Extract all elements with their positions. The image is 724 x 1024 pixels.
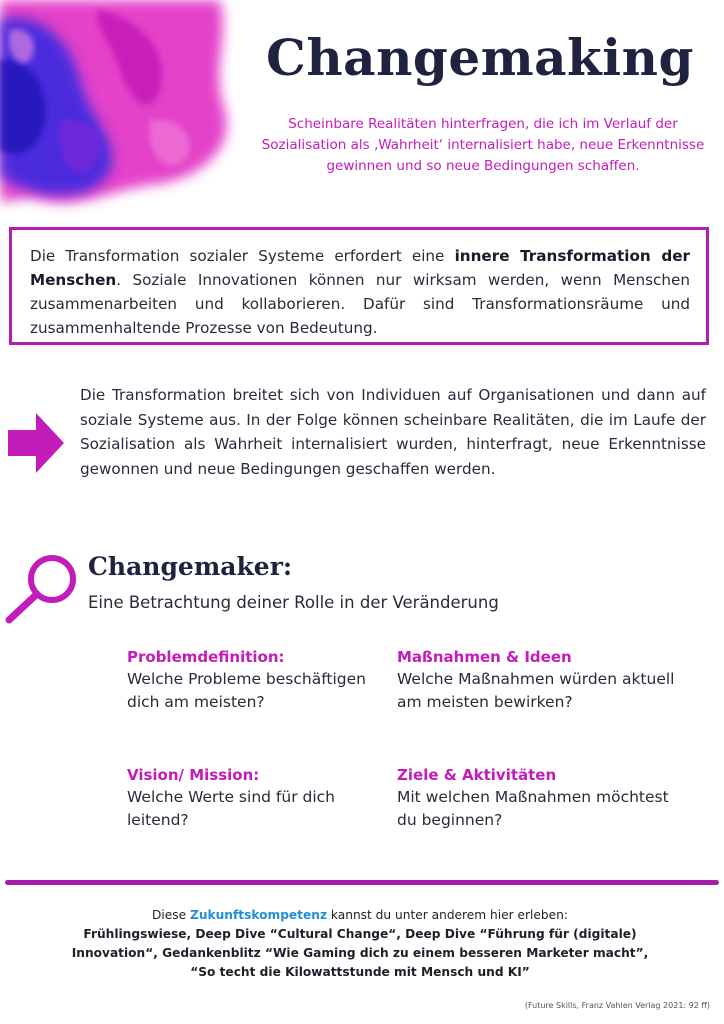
question-text: Welche Probleme beschäftigen dich am meisten? (127, 670, 366, 711)
question-heading: Maßnahmen & Ideen (397, 648, 572, 666)
divider (5, 880, 719, 885)
footer-highlight: Zukunftskompetenz (189, 908, 328, 922)
page-subtitle: Scheinbare Realitäten hinterfragen, die ich im Verlauf der Sozialisation als ‚Wahrheit‘ internalisiert habe, neue Erkenntnisse gewinnen und so neue Bedingungen schaffen. (261, 116, 705, 174)
question-heading: Vision/ Mission: (127, 766, 260, 784)
arrow-right-icon (8, 413, 64, 473)
question-heading: Ziele & Aktivitäten (397, 766, 557, 784)
question-problemdefinition (127, 646, 367, 714)
question-text: Mit welchen Maßnahmen möchtest du beginnen? (397, 788, 669, 829)
question-heading: Problemdefinition: (127, 648, 285, 666)
footer (60, 906, 660, 982)
question-text: Welche Werte sind für dich leitend? (127, 788, 335, 829)
question-text: Welche Maßnahmen würden aktuell am meisten bewirken? (397, 670, 675, 711)
citation: (Future Skills, Franz Vahlen Verlag 2021: 92 ff) (524, 1001, 710, 1010)
changemaker-subtitle: Eine Betrachtung deiner Rolle in der Veränderung (88, 593, 499, 612)
intro-box (9, 227, 709, 345)
footer-prefix: Diese (151, 908, 190, 922)
watercolor-splash-decoration (0, 0, 240, 215)
intro-text-before: Die Transformation sozialer Systeme erfordert eine (30, 247, 455, 265)
question-massnahmen (397, 646, 687, 714)
question-ziele (397, 764, 687, 832)
question-vision (127, 764, 377, 832)
changemaker-title: Changemaker: (88, 552, 293, 581)
page-title: Changemaking (266, 28, 694, 87)
footer-suffix: kannst du unter anderem hier erleben: (327, 908, 568, 922)
intro-bold-phrase: innere Transformation der Menschen (30, 247, 690, 289)
transformation-paragraph: Die Transformation breitet sich von Individuen auf Organisationen und dann auf soziale Systeme aus. In der Folge können scheinbare Realitäten, die im Laufe der Sozialisation als Wahrheit internalisiert wurden, hinterfragt, neue Erkenntnisse gewonnen und neue Bedingungen geschaffen werden. (80, 386, 706, 478)
intro-text-after: . Soziale Innovationen können nur wirksam werden, wenn Menschen zusammenarbeiten und kollaborieren. Dafür sind Transformationsräume und zusammenhaltende Prozesse von Bedeutung. (30, 271, 690, 337)
footer-events: Frühlingswiese, Deep Dive “Cultural Change“, Deep Dive “Führung für (digitale) Innovation“, Gedankenblitz “Wie Gaming dich zu einem besseren Marketer macht”, “So techt die Kilowattstunde mit Mensch und KI” (71, 927, 649, 979)
footer-intro (60, 906, 660, 925)
magnifier-icon (4, 551, 80, 627)
